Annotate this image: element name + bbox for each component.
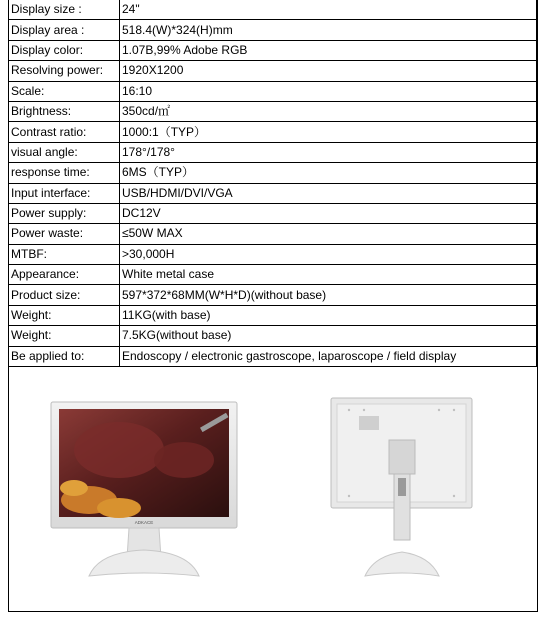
spec-value: 597*372*68MM(W*H*D)(without base) <box>120 285 537 305</box>
spec-row <box>9 265 537 285</box>
spec-value: 178°/178° <box>120 142 537 162</box>
monitor-brand-label: ADKACE <box>134 520 154 525</box>
spec-row <box>9 61 537 81</box>
spec-row <box>9 142 537 162</box>
product-photos <box>9 370 537 610</box>
spec-value: 518.4(W)*324(H)mm <box>120 20 537 40</box>
spec-row <box>9 40 537 60</box>
spec-label: Display color: <box>9 40 120 60</box>
spec-label: MTBF: <box>9 244 120 264</box>
spec-value: 1.07B,99% Adobe RGB <box>120 40 537 60</box>
spec-label: Display size : <box>9 0 120 20</box>
spec-row <box>9 101 537 121</box>
spec-row <box>9 81 537 101</box>
monitor-front-image <box>49 400 239 580</box>
spec-sheet <box>8 0 538 612</box>
spec-value: Endoscopy / electronic gastroscope, laparoscope / field display <box>120 346 537 366</box>
spec-label: Resolving power: <box>9 61 120 81</box>
spec-row <box>9 346 537 366</box>
spec-value: 1920X1200 <box>120 61 537 81</box>
spec-row <box>9 20 537 40</box>
spec-label: Weight: <box>9 326 120 346</box>
spec-label: visual angle: <box>9 142 120 162</box>
spec-label: Display area : <box>9 20 120 40</box>
spec-value: 16:10 <box>120 81 537 101</box>
spec-value: 350cd/㎡ <box>120 101 537 121</box>
spec-label: Contrast ratio: <box>9 122 120 142</box>
spec-table <box>8 0 537 367</box>
spec-label: Appearance: <box>9 265 120 285</box>
spec-value: USB/HDMI/DVI/VGA <box>120 183 537 203</box>
spec-label: Scale: <box>9 81 120 101</box>
spec-row <box>9 244 537 264</box>
spec-row <box>9 224 537 244</box>
spec-label: Product size: <box>9 285 120 305</box>
spec-label: Weight: <box>9 305 120 325</box>
spec-value: >30,000H <box>120 244 537 264</box>
spec-row <box>9 0 537 20</box>
spec-label: Be applied to: <box>9 346 120 366</box>
spec-value: DC12V <box>120 203 537 223</box>
spec-label: response time: <box>9 163 120 183</box>
spec-value: 1000:1（TYP） <box>120 122 537 142</box>
spec-label: Brightness: <box>9 101 120 121</box>
spec-row <box>9 122 537 142</box>
spec-row <box>9 203 537 223</box>
spec-row <box>9 285 537 305</box>
spec-row <box>9 183 537 203</box>
spec-label: Power waste: <box>9 224 120 244</box>
spec-row <box>9 326 537 346</box>
spec-value: White metal case <box>120 265 537 285</box>
spec-label: Power supply: <box>9 203 120 223</box>
spec-row <box>9 305 537 325</box>
spec-value: ≤50W MAX <box>120 224 537 244</box>
spec-value: 11KG(with base) <box>120 305 537 325</box>
monitor-back-image <box>329 396 474 586</box>
spec-value: 7.5KG(without base) <box>120 326 537 346</box>
spec-row <box>9 163 537 183</box>
spec-label: Input interface: <box>9 183 120 203</box>
spec-value: 6MS（TYP） <box>120 163 537 183</box>
spec-value: 24" <box>120 0 537 20</box>
